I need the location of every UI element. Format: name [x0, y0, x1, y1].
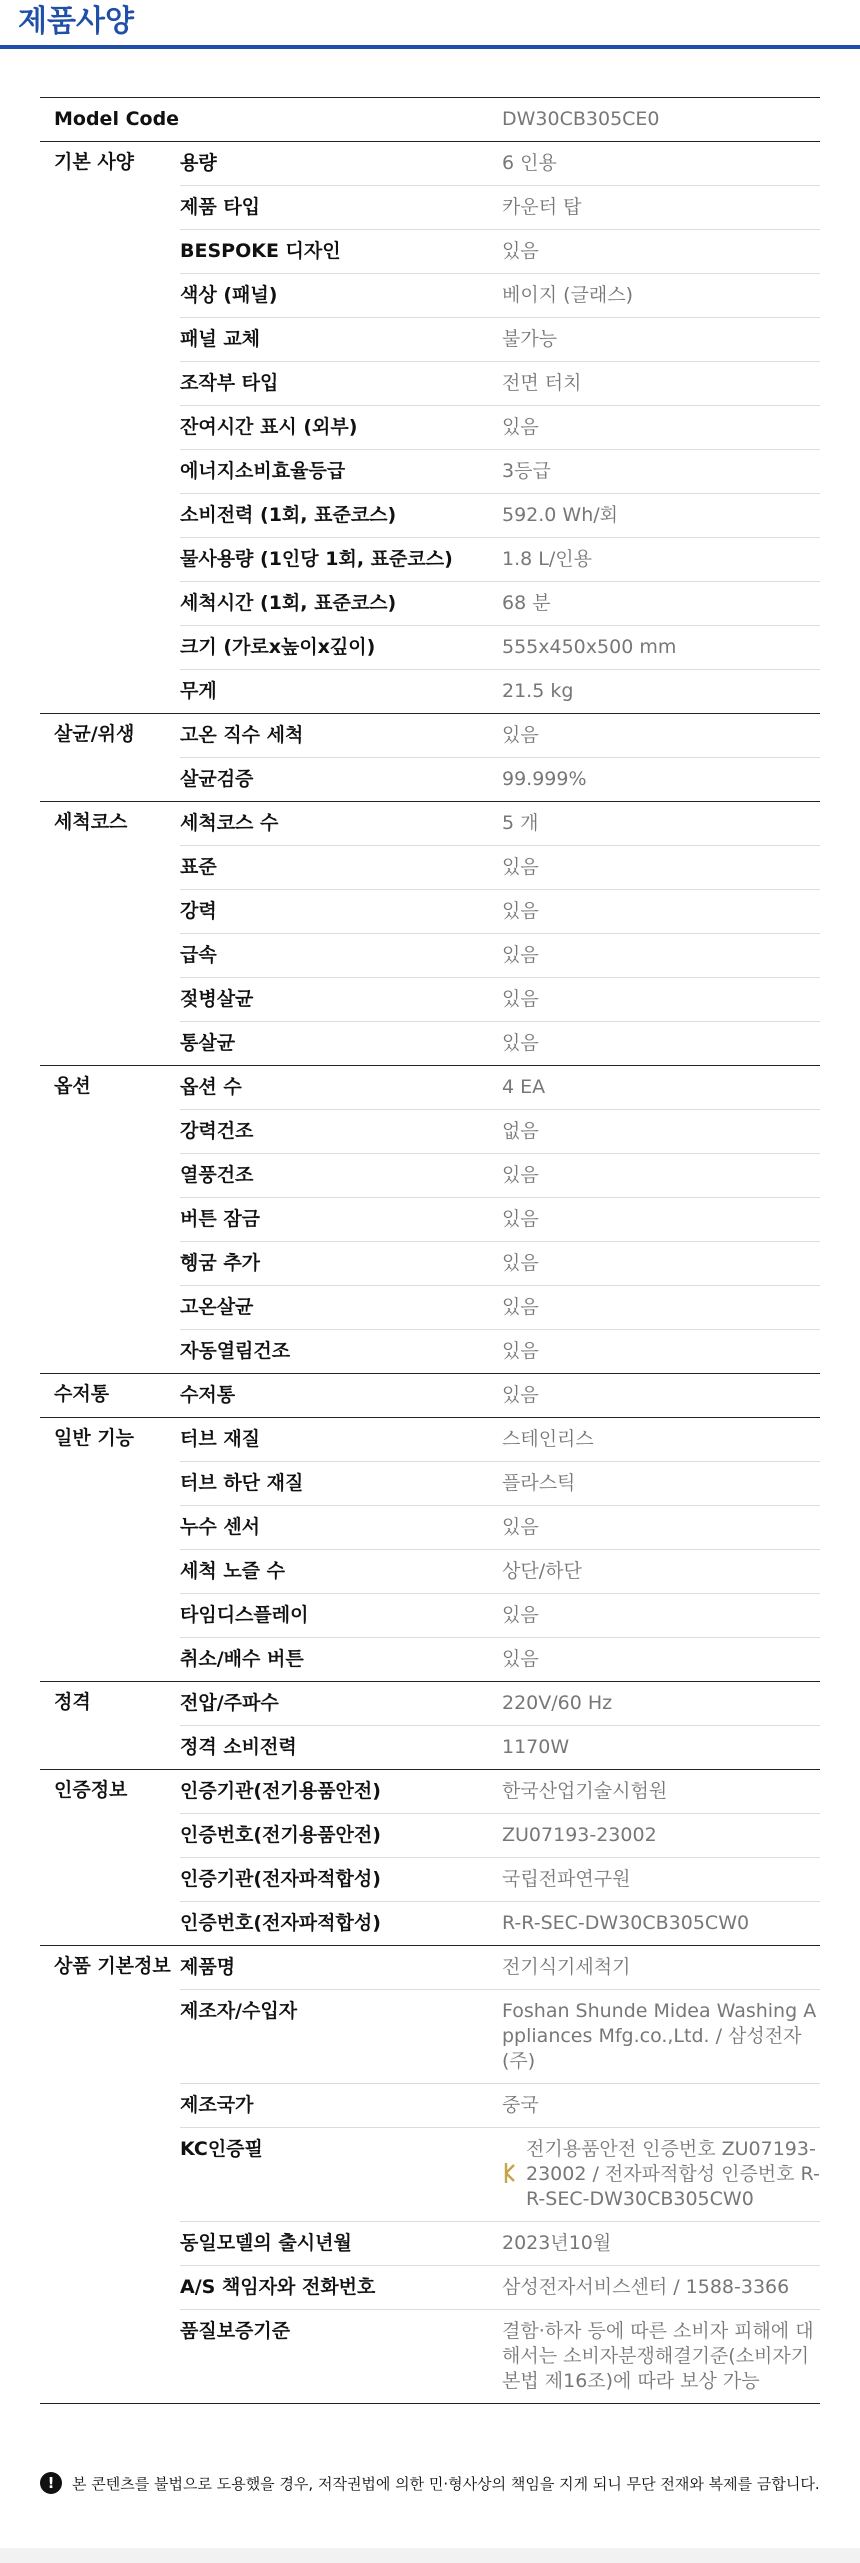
spec-label: 잔여시간 표시 (외부)	[180, 416, 358, 438]
spec-row	[180, 1022, 820, 1065]
spec-row	[180, 2310, 820, 2403]
spec-row	[180, 758, 820, 801]
spec-label: 용량	[180, 152, 217, 174]
spec-value: 있음	[502, 1252, 539, 1274]
spec-value: Foshan Shunde Midea Washing Appliances Mfg.co.,Ltd. / 삼성전자(주)	[502, 2000, 817, 2072]
spec-value: 베이지 (글래스)	[502, 284, 633, 306]
spec-section	[40, 1945, 820, 2404]
spec-value: 있음	[502, 1164, 539, 1186]
spec-value: 있음	[502, 856, 539, 878]
spec-label: 물사용량 (1인당 1회, 표준코스)	[180, 548, 453, 570]
spec-row	[180, 1594, 820, 1638]
model-code-section	[40, 97, 820, 141]
spec-value: 68 분	[502, 592, 551, 614]
spec-label: 급속	[180, 944, 217, 966]
spec-row	[180, 1198, 820, 1242]
spec-value: 플라스틱	[502, 1472, 576, 1494]
spec-value: 592.0 Wh/회	[502, 504, 619, 526]
spec-label: 강력	[180, 900, 217, 922]
spec-label: 소비전력 (1회, 표준코스)	[180, 504, 397, 526]
spec-label: A/S 책임자와 전화번호	[180, 2276, 376, 2298]
spec-label: 색상 (패널)	[180, 284, 278, 306]
spec-value: 있음	[502, 944, 539, 966]
section-category: 기본 사양	[54, 151, 135, 173]
spec-label: 제조자/수입자	[180, 2000, 298, 2022]
spec-value: 220V/60 Hz	[502, 1692, 613, 1714]
spec-value: 있음	[502, 240, 539, 262]
spec-value: 555x450x500 mm	[502, 636, 677, 658]
spec-row	[180, 1990, 820, 2084]
spec-label: 고온 직수 세척	[180, 724, 304, 746]
spec-row	[180, 1946, 820, 1990]
spec-value: 99.999%	[502, 768, 587, 790]
spec-value: 있음	[502, 988, 539, 1010]
spec-row	[180, 2128, 820, 2222]
spec-label: 수저통	[180, 1384, 236, 1406]
spec-row	[180, 1682, 820, 1726]
copyright-notice	[40, 2472, 840, 2494]
spec-value: 중국	[502, 2094, 539, 2116]
spec-label: 인증기관(전자파적합성)	[180, 1868, 381, 1890]
spec-label: 세척코스 수	[180, 812, 279, 834]
spec-label: 누수 센서	[180, 1516, 261, 1538]
spec-row	[180, 538, 820, 582]
section-category: 인증정보	[54, 1779, 128, 1801]
spec-section	[40, 1373, 820, 1417]
spec-row	[180, 978, 820, 1022]
spec-label: 열풍건조	[180, 1164, 254, 1186]
spec-label: BESPOKE 디자인	[180, 240, 341, 262]
title-underline	[0, 45, 860, 49]
spec-label: 헹굼 추가	[180, 1252, 261, 1274]
page-title: 제품사양	[18, 4, 134, 39]
page-bottom-band	[0, 2548, 860, 2563]
spec-label: 터브 하단 재질	[180, 1472, 304, 1494]
spec-row	[180, 890, 820, 934]
spec-label: 세척시간 (1회, 표준코스)	[180, 592, 397, 614]
section-category: 옵션	[54, 1075, 91, 1097]
section-category: 일반 기능	[54, 1427, 135, 1449]
spec-value: 있음	[502, 1208, 539, 1230]
spec-label: 살균검증	[180, 768, 254, 790]
spec-section	[40, 141, 820, 713]
kc-mark-icon	[502, 2161, 518, 2185]
spec-row	[180, 1726, 820, 1769]
kc-certification-text: 전기용품안전 인증번호 ZU07193-23002 / 전자파적합성 인증번호 R-R-SEC-DW30CB305CW0	[526, 2138, 820, 2210]
spec-row	[180, 1154, 820, 1198]
spec-row	[180, 846, 820, 890]
spec-row	[180, 1814, 820, 1858]
spec-row	[180, 1462, 820, 1506]
spec-value: 있음	[502, 1340, 539, 1362]
spec-row	[180, 1110, 820, 1154]
spec-section	[40, 1769, 820, 1945]
spec-value: 있음	[502, 416, 539, 438]
spec-row	[180, 1858, 820, 1902]
spec-row	[180, 2222, 820, 2266]
spec-value: R-R-SEC-DW30CB305CW0	[502, 1912, 750, 1934]
spec-value: 4 EA	[502, 1076, 546, 1098]
spec-label: 제품 타입	[180, 196, 261, 218]
spec-label: 동일모델의 출시년월	[180, 2232, 352, 2254]
spec-label: 세척 노즐 수	[180, 1560, 285, 1582]
spec-label: 에너지소비효율등급	[180, 460, 346, 482]
spec-label: 조작부 타입	[180, 372, 279, 394]
spec-label: 자동열림건조	[180, 1340, 291, 1362]
spec-section	[40, 1417, 820, 1681]
spec-label: 옵션 수	[180, 1076, 242, 1098]
spec-row	[180, 1506, 820, 1550]
spec-label: 크기 (가로x높이x깊이)	[180, 636, 376, 658]
spec-row	[180, 2084, 820, 2128]
spec-label: 품질보증기준	[180, 2320, 291, 2342]
spec-label: 전압/주파수	[180, 1692, 279, 1714]
spec-label: 젖병살균	[180, 988, 254, 1010]
model-code-value: DW30CB305CE0	[502, 108, 660, 130]
spec-row	[180, 934, 820, 978]
spec-value: 결함·하자 등에 따른 소비자 피해에 대해서는 소비자분쟁해결기준(소비자기본법 제16조)에 따라 보상 가능	[502, 2320, 814, 2392]
spec-value: 있음	[502, 1604, 539, 1626]
spec-row	[180, 1330, 820, 1373]
spec-label: 인증번호(전자파적합성)	[180, 1912, 381, 1934]
spec-section	[40, 1681, 820, 1769]
spec-value: 1.8 L/인용	[502, 548, 592, 570]
model-code-label: Model Code	[54, 108, 180, 130]
spec-row	[180, 802, 820, 846]
spec-value: 전면 터치	[502, 372, 582, 394]
spec-value: 있음	[502, 900, 539, 922]
spec-value: 5 개	[502, 812, 539, 834]
spec-value: 카운터 탑	[502, 196, 582, 218]
spec-value: 있음	[502, 1516, 539, 1538]
spec-value: 없음	[502, 1120, 539, 1142]
section-category: 세척코스	[54, 811, 128, 833]
spec-value: 2023년10월	[502, 2232, 612, 2254]
spec-row	[180, 670, 820, 713]
spec-value: 3등급	[502, 460, 551, 482]
spec-row	[180, 274, 820, 318]
spec-label: 취소/배수 버튼	[180, 1648, 304, 1670]
spec-label: 제품명	[180, 1956, 236, 1978]
spec-row	[180, 362, 820, 406]
spec-value: 있음	[502, 724, 539, 746]
spec-value: 있음	[502, 1384, 539, 1406]
spec-value: ZU07193-23002	[502, 1824, 657, 1846]
spec-row	[180, 1638, 820, 1681]
spec-value: 1170W	[502, 1736, 570, 1758]
section-category: 상품 기본정보	[54, 1955, 171, 1977]
spec-value: 전기식기세척기	[502, 1956, 631, 1978]
exclamation-icon: !	[40, 2472, 62, 2494]
spec-label: 통살균	[180, 1032, 236, 1054]
spec-row	[180, 2266, 820, 2310]
spec-value: 있음	[502, 1296, 539, 1318]
spec-label: 버튼 잠금	[180, 1208, 261, 1230]
spec-label: 인증기관(전기용품안전)	[180, 1780, 381, 1802]
spec-label: 고온살균	[180, 1296, 254, 1318]
spec-row	[180, 582, 820, 626]
spec-row	[180, 1550, 820, 1594]
spec-row	[180, 1242, 820, 1286]
spec-label: 패널 교체	[180, 328, 261, 350]
spec-row	[180, 406, 820, 450]
spec-row	[180, 494, 820, 538]
spec-sections	[40, 141, 820, 2404]
spec-row	[180, 186, 820, 230]
spec-table	[40, 97, 820, 2404]
spec-label: 표준	[180, 856, 217, 878]
spec-value: 상단/하단	[502, 1560, 582, 1582]
spec-row	[180, 714, 820, 758]
spec-value: 있음	[502, 1648, 539, 1670]
spec-label: 터브 재질	[180, 1428, 261, 1450]
spec-section	[40, 801, 820, 1065]
spec-row	[180, 1902, 820, 1945]
spec-row	[180, 1418, 820, 1462]
spec-value: 불가능	[502, 328, 558, 350]
spec-row	[180, 1374, 820, 1417]
spec-row	[180, 1066, 820, 1110]
section-category: 정격	[54, 1691, 91, 1713]
spec-value: 스테인리스	[502, 1428, 594, 1450]
spec-row	[180, 1286, 820, 1330]
section-category: 수저통	[54, 1383, 110, 1405]
spec-value: 국립전파연구원	[502, 1868, 631, 1890]
spec-label: 정격 소비전력	[180, 1736, 297, 1758]
spec-section	[40, 1065, 820, 1373]
spec-label: KC인증필	[180, 2138, 263, 2160]
spec-label: 강력건조	[180, 1120, 254, 1142]
spec-section	[40, 713, 820, 801]
spec-row	[180, 142, 820, 186]
spec-row	[180, 450, 820, 494]
spec-label: 제조국가	[180, 2094, 254, 2116]
spec-row	[180, 318, 820, 362]
spec-label: 무게	[180, 680, 217, 702]
spec-row	[180, 230, 820, 274]
spec-value	[502, 2128, 820, 2221]
spec-value: 삼성전자서비스센터 / 1588-3366	[502, 2276, 790, 2298]
spec-value: 6 인용	[502, 152, 557, 174]
spec-label: 인증번호(전기용품안전)	[180, 1824, 381, 1846]
spec-label: 타임디스플레이	[180, 1604, 309, 1626]
section-category: 살균/위생	[54, 723, 135, 745]
spec-value: 한국산업기술시험원	[502, 1780, 668, 1802]
spec-row	[180, 1770, 820, 1814]
spec-value: 있음	[502, 1032, 539, 1054]
notice-text: 본 콘텐츠를 불법으로 도용했을 경우, 저작권법에 의한 민·형사상의 책임을 지게 되니 무단 전재와 복제를 금합니다.	[72, 2474, 820, 2493]
spec-value: 21.5 kg	[502, 680, 574, 702]
spec-row	[180, 626, 820, 670]
